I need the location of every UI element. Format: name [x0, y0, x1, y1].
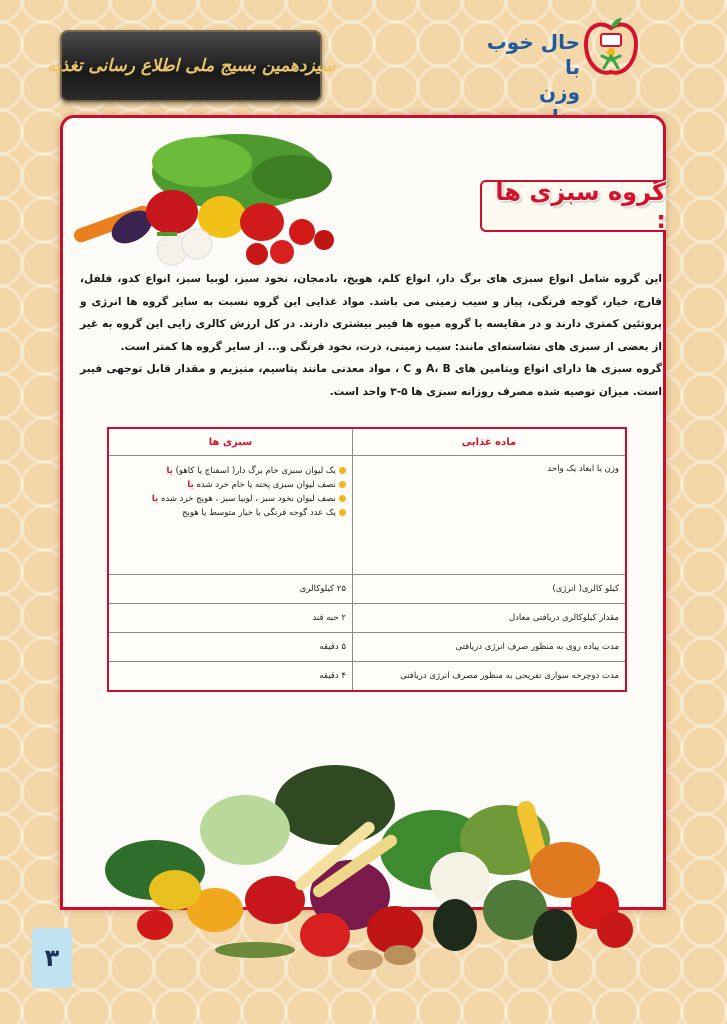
section-title: گروه سبزی ها : [495, 178, 666, 234]
bullet-icon [339, 481, 346, 488]
apple-scale-icon [582, 16, 640, 78]
list-item-text: نصف لیوان نخود سبز ، لوبیا سبز ، هویج خرد شده [160, 494, 336, 504]
list-item-text: یک لیوان سبزی خام برگ دار( اسفناج یا کاهو) [175, 466, 336, 476]
bullet-icon [339, 495, 346, 502]
bullet-icon [339, 467, 346, 474]
list-item-text: نصف لیوان سبزی پخته یا خام خرد شده [196, 480, 336, 490]
table-header-food: ماده غذایی [352, 428, 626, 456]
table-cell-label: مدت پیاده روی به منظور صرف انرژی دریافتی [352, 633, 626, 662]
body-text [80, 268, 662, 403]
logo-line-1: حال خوب با [486, 30, 580, 79]
table-row [108, 633, 626, 662]
table-cell-label: مقدار کیلوکالری دریافتی معادل [352, 604, 626, 633]
list-item [115, 464, 346, 478]
header-banner [46, 30, 336, 102]
list-item [115, 506, 346, 520]
table-cell-unit-label: وزن یا ابعاد یک واحد [352, 456, 626, 575]
page-number-tab [32, 928, 72, 988]
table-cell-value: ۵ دقیقه [108, 633, 352, 662]
table-cell-value: ۲ حبه قند [108, 604, 352, 633]
table-row [108, 662, 626, 692]
list-item [115, 492, 346, 506]
vegetables-top-image [62, 132, 362, 277]
list-item [115, 478, 346, 492]
vegetables-bottom-image [95, 760, 640, 975]
nutrition-table [107, 427, 627, 692]
list-item-suffix: یا [166, 466, 173, 476]
page-number: ۳ [44, 944, 60, 972]
table-row [108, 456, 626, 575]
table-cell-label: مدت دوچرخه سواری تفریحی به منظور مصرف انرژی دریافتی [352, 662, 626, 692]
table-cell-value: ۲۵ کیلوکالری [108, 575, 352, 604]
paragraph: گروه سبزی ها دارای انواع ویتامین های A، B و C ، مواد معدنی مانند پتاسیم، منیزیم و مقدار قابل توجهی فیبر است. میزان توصیه شده مصرف روزانه سبزی ها ۵-۳ واحد است. [80, 363, 662, 398]
section-title-box [480, 180, 666, 232]
table-cell-label: کیلو کالری( انرژی) [352, 575, 626, 604]
banner-text: سیزدهمین بسیج ملی اطلاع رسانی تغذیه [46, 56, 336, 76]
table-header-row [108, 428, 626, 456]
table-header-vegetables: سبزی ها [108, 428, 352, 456]
list-item-suffix: یا [151, 494, 159, 504]
list-item-suffix: یا [187, 480, 194, 490]
table-cell-veg-list [108, 456, 352, 575]
table-row [108, 575, 626, 604]
logo-line-2: وزن [538, 80, 580, 104]
table-row [108, 604, 626, 633]
veg-list [115, 464, 346, 520]
paragraph: این گروه شامل انواع سبزی های برگ دار، انواع کلم، هویج، بادمجان، نخود سبز، لوبیا سبز، انواع کدو، فلفل، قارچ، خیار، گوجه فرنگی، پیاز و سیب زمینی می باشد. مواد غذایی این گروه نسبت به سایر گروه ها انرژی و پروتئین کمتری دارند و در مقایسه با گروه میوه ها فیبر بیشتری دارند. در کل ارزش کالری زایی این گروه به غیر از بعضی از سبزی های نشاسته‌ای مانند: سیب زمینی، ذرت، نخود فرنگی و... از سایر گروه ها کمتر است. [80, 273, 662, 353]
bullet-icon [339, 509, 346, 516]
table-cell-value: ۴ دقیقه [108, 662, 352, 692]
list-item-text: یک عدد گوجه فرنگی یا خیار متوسط یا هویج [182, 508, 336, 518]
logo [470, 12, 640, 107]
